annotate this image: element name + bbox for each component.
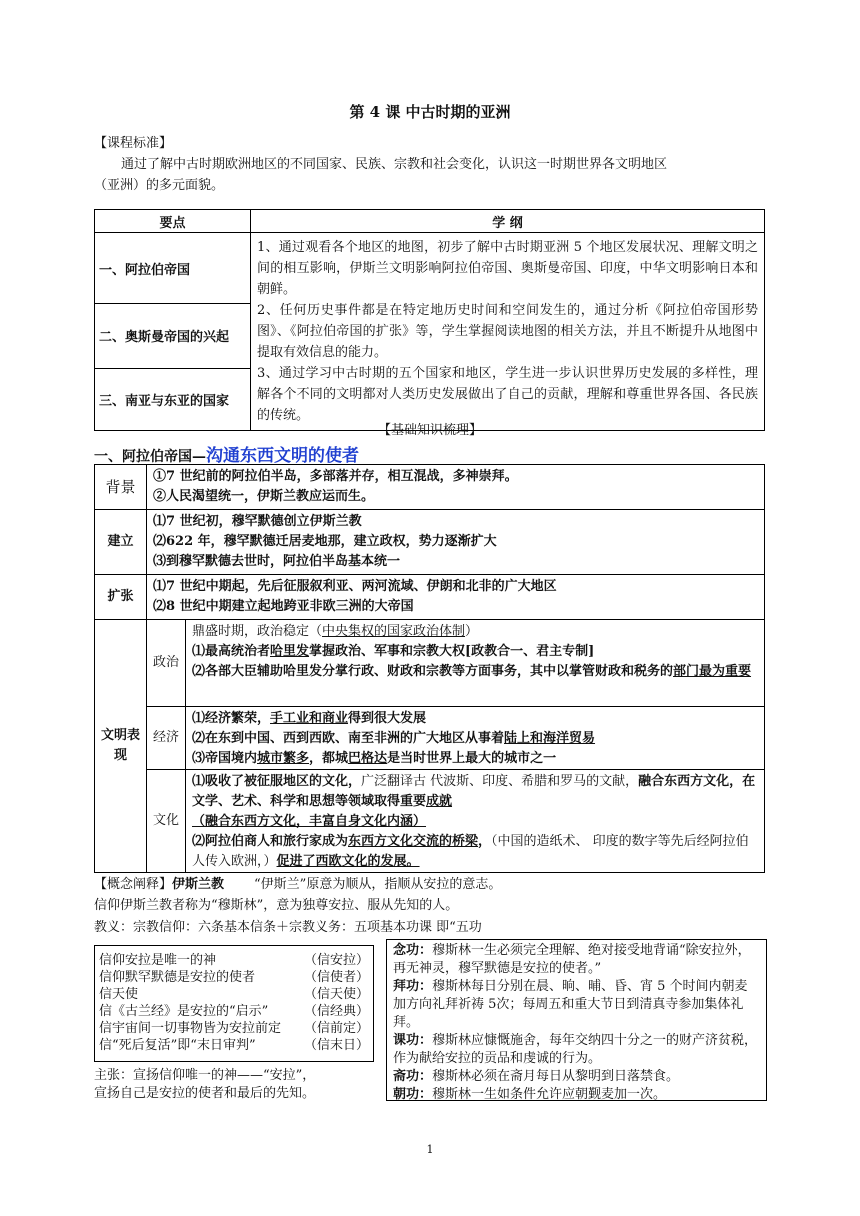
culture-1b: 广泛翻译古 代波斯、印度、希腊和罗马的文献， [361,774,639,789]
duty-name: 念功： [393,943,433,958]
culture-1a: ⑴吸收了被征服地区的文化， [192,774,362,789]
outline-text-1: 1、通过观看各个地区的地图，初步了解中古时期亚洲 5 个地区发展状况、理解文明之间的相互影响，伊斯兰文明影响阿拉伯帝国、奥斯曼帝国、印度，中华文明影响日本和朝鲜。 [257,240,758,297]
duty-item [393,942,760,978]
duty-text: 穆斯林应慷慨施舍，每年交纳四十分之一的财产济贫税，作为献给安拉的贡品和虔诚的行为。 [393,1033,758,1066]
concept-line-2: 信仰伊斯兰教者称为“穆斯林”，意为独尊安拉、服从先知的人。 [94,898,459,913]
concept-definition: “伊斯兰”原意为顺从，指顺从安拉的意志。 [254,877,502,892]
politics-2b: 部门最为重要 [673,664,752,679]
duty-text: 穆斯林每日分别在晨、晌、晡、昏、宵 5 个时间内朝麦加方向礼拜祈祷 5次；每周五和重大节日到清真寺参加集体礼拜。 [393,979,748,1030]
beliefs-box [94,945,374,1062]
belief-text: 信“死后复活”即“末日审判” [99,1038,256,1053]
economy-2a: ⑵在东到中国、西到西欧、南至非洲的广大地区从事着 [192,731,505,746]
politics-1c: 掌握政治、军事和宗教大权[政教合一、君主专制] [309,644,595,659]
belief-text: 信仰安拉是唯一的神 [99,953,217,968]
duty-item [393,1032,760,1068]
knowledge-table [94,464,765,873]
economy-1b: 手工业和商业 [270,711,349,726]
belief-tag: （信前定） [303,1021,369,1036]
duty-text: 穆斯林必须在斋月每日从黎明到日落禁食。 [432,1069,680,1084]
economy-3b: 城市繁多 [257,751,310,766]
belief-item [95,986,373,1003]
expansion-1: ⑴7 世纪中期起，先后征服叙利亚、两河流域、伊朗和北非的广大地区 [153,579,557,594]
belief-item [95,1037,373,1054]
row-label-expansion: 扩张 [95,575,147,620]
outline-text-2: 2、任何历史事件都是在特定地历史时间和空间发生的，通过分析《阿拉伯帝国形势图》、《阿拉伯帝国的扩张》等，学生掌握阅读地图的相关方法，并且不断提升从地图中提取有效信息的能力。 [257,303,758,360]
outline-table [94,209,765,431]
belief-text: 信宇宙间一切事物皆为安拉前定 [99,1021,282,1036]
page-title: 第 4 课 中古时期的亚洲 [349,103,511,121]
culture-3b: 东西方文化交流的桥梁 [348,834,479,849]
duty-name: 课功： [393,1033,433,1048]
politics-2a: ⑵各部大臣辅助哈里发分掌行政、财政和宗教等方面事务，其中以掌管财政和税务的 [192,664,674,679]
background-1: ①7 世纪前的阿拉伯半岛，多部落并存，相互混战，多神崇拜。 [153,469,518,484]
culture-1c: 融合东西方文化，在文学、艺术、科学和思想等领域取得重要 [192,774,756,809]
belief-tag: （信安拉） [303,953,369,968]
sub-label-culture: 文化 [147,770,186,873]
belief-item [95,1003,373,1020]
politics-0c: ） [465,624,479,639]
belief-item [95,969,373,986]
belief-tag: （信末日） [303,1038,369,1053]
economy-1c: 得到很大发展 [348,711,427,726]
standard-text-line2: （亚洲）的多元面貌。 [94,178,225,193]
belief-tag: （信天使） [303,987,369,1002]
claim-line-1: 主张：宣扬信仰唯一的神——“安拉”， [94,1068,316,1083]
section-1-prefix: 一、阿拉伯帝国— [94,449,206,465]
row-label-background: 背景 [95,465,147,510]
duty-text: 穆斯林一生必须完全理解、绝对接受地背诵“除安拉外，再无神灵，穆罕默德是安拉的使者。” [393,943,751,976]
claim-line-2: 宣扬自己是安拉的使者和最后的先知。 [94,1086,316,1101]
belief-tag: （信经典） [303,1004,369,1019]
outline-text-3: 3、通过学习中古时期的五个国家和地区，学生进一步认识世界历史发展的多样性，理解各个不同的文明都对人类历史发展做出了自己的贡献，理解和尊重世界各国、各民族的传统。 [257,366,758,423]
section-1-heading [94,441,359,466]
basic-heading: 【基础知识梳理】 [377,423,482,438]
economy-3e: 是当时世界上最大的城市之一 [387,751,557,766]
row-label-civilization: 文明表现 [95,620,147,873]
col-outline-header: 学 纲 [251,210,765,233]
duty-name: 朝功： [393,1087,433,1102]
culture-3e: 促进了西欧文化的发展。 [276,854,420,869]
culture-2: （融合东西方文化，丰富自身文化内涵） [192,814,427,829]
culture-3d: （中国的造纸术、 印度的数字等先后经阿拉伯人传入欧洲，） [192,834,749,869]
economy-3c: ，都城 [309,751,349,766]
politics-0b: 中央集权的国家政治体制 [322,624,466,639]
duty-item [393,978,760,1032]
duty-item [393,1068,760,1086]
five-duties-box [386,939,767,1101]
duty-text: 穆斯林一生如条件允许应朝觐麦加一次。 [432,1087,667,1102]
standard-heading: 【课程标准】 [94,136,173,151]
politics-1b: 哈里发 [270,644,310,659]
belief-item [95,1020,373,1037]
belief-text: 信《古兰经》是安拉的“启示” [99,1004,269,1019]
key-point-2: 二、奥斯曼帝国的兴起 [95,304,251,369]
belief-tag: （信使者） [303,970,369,985]
belief-item [95,952,373,969]
sub-label-politics: 政治 [147,620,186,707]
establish-1: ⑴7 世纪初，穆罕默德创立伊斯兰教 [153,514,362,529]
concept-line-3: 教义：宗教信仰：六条基本信条＋宗教义务：五项基本功课 即“五功 [94,920,482,935]
concept-term: 伊斯兰教 [172,877,225,892]
culture-3a: ⑵阿拉伯商人和旅行家成为 [192,834,349,849]
belief-text: 信天使 [99,987,139,1002]
politics-1a: ⑴最高统治者 [192,644,271,659]
establish-3: ⑶到穆罕默德去世时，阿拉伯半岛基本统一 [153,554,401,569]
economy-2b: 陆上和海洋贸易 [504,731,596,746]
duty-name: 拜功： [393,979,433,994]
page-number: 1 [426,1143,434,1156]
key-point-1: 一、阿拉伯帝国 [95,233,251,304]
economy-3a: ⑶帝国境内 [192,751,258,766]
culture-3c: ， [478,834,492,849]
standard-text-line1: 通过了解中古时期欧洲地区的不同国家、民族、宗教和社会变化，认识这一时期世界各文明地区 [121,157,668,172]
belief-text: 信仰默罕默德是安拉的使者 [99,970,256,985]
expansion-2: ⑵8 世纪中期建立起地跨亚非欧三洲的大帝国 [153,599,414,614]
establish-2: ⑵622 年，穆罕默德迁居麦地那，建立政权，势力逐渐扩大 [153,534,497,549]
outline-cell [251,233,765,431]
economy-1a: ⑴经济繁荣， [192,711,271,726]
duty-item [393,1086,760,1104]
politics-0a: 鼎盛时期，政治稳定（ [192,624,323,639]
sub-label-economy: 经济 [147,707,186,770]
section-1-highlight: 沟通东西文明的使者 [206,446,359,466]
key-point-3: 三、南亚与东亚的国家 [95,368,251,430]
concept-heading: 【概念阐释】 [94,877,173,892]
economy-3d: 巴格达 [348,751,388,766]
row-label-establish: 建立 [95,510,147,575]
culture-1d: 成就 [426,794,453,809]
duty-name: 斋功： [393,1069,433,1084]
concept-line-1 [94,875,501,894]
col-key-header: 要点 [95,210,251,233]
background-2: ②人民渴望统一，伊斯兰教应运而生。 [153,489,375,504]
